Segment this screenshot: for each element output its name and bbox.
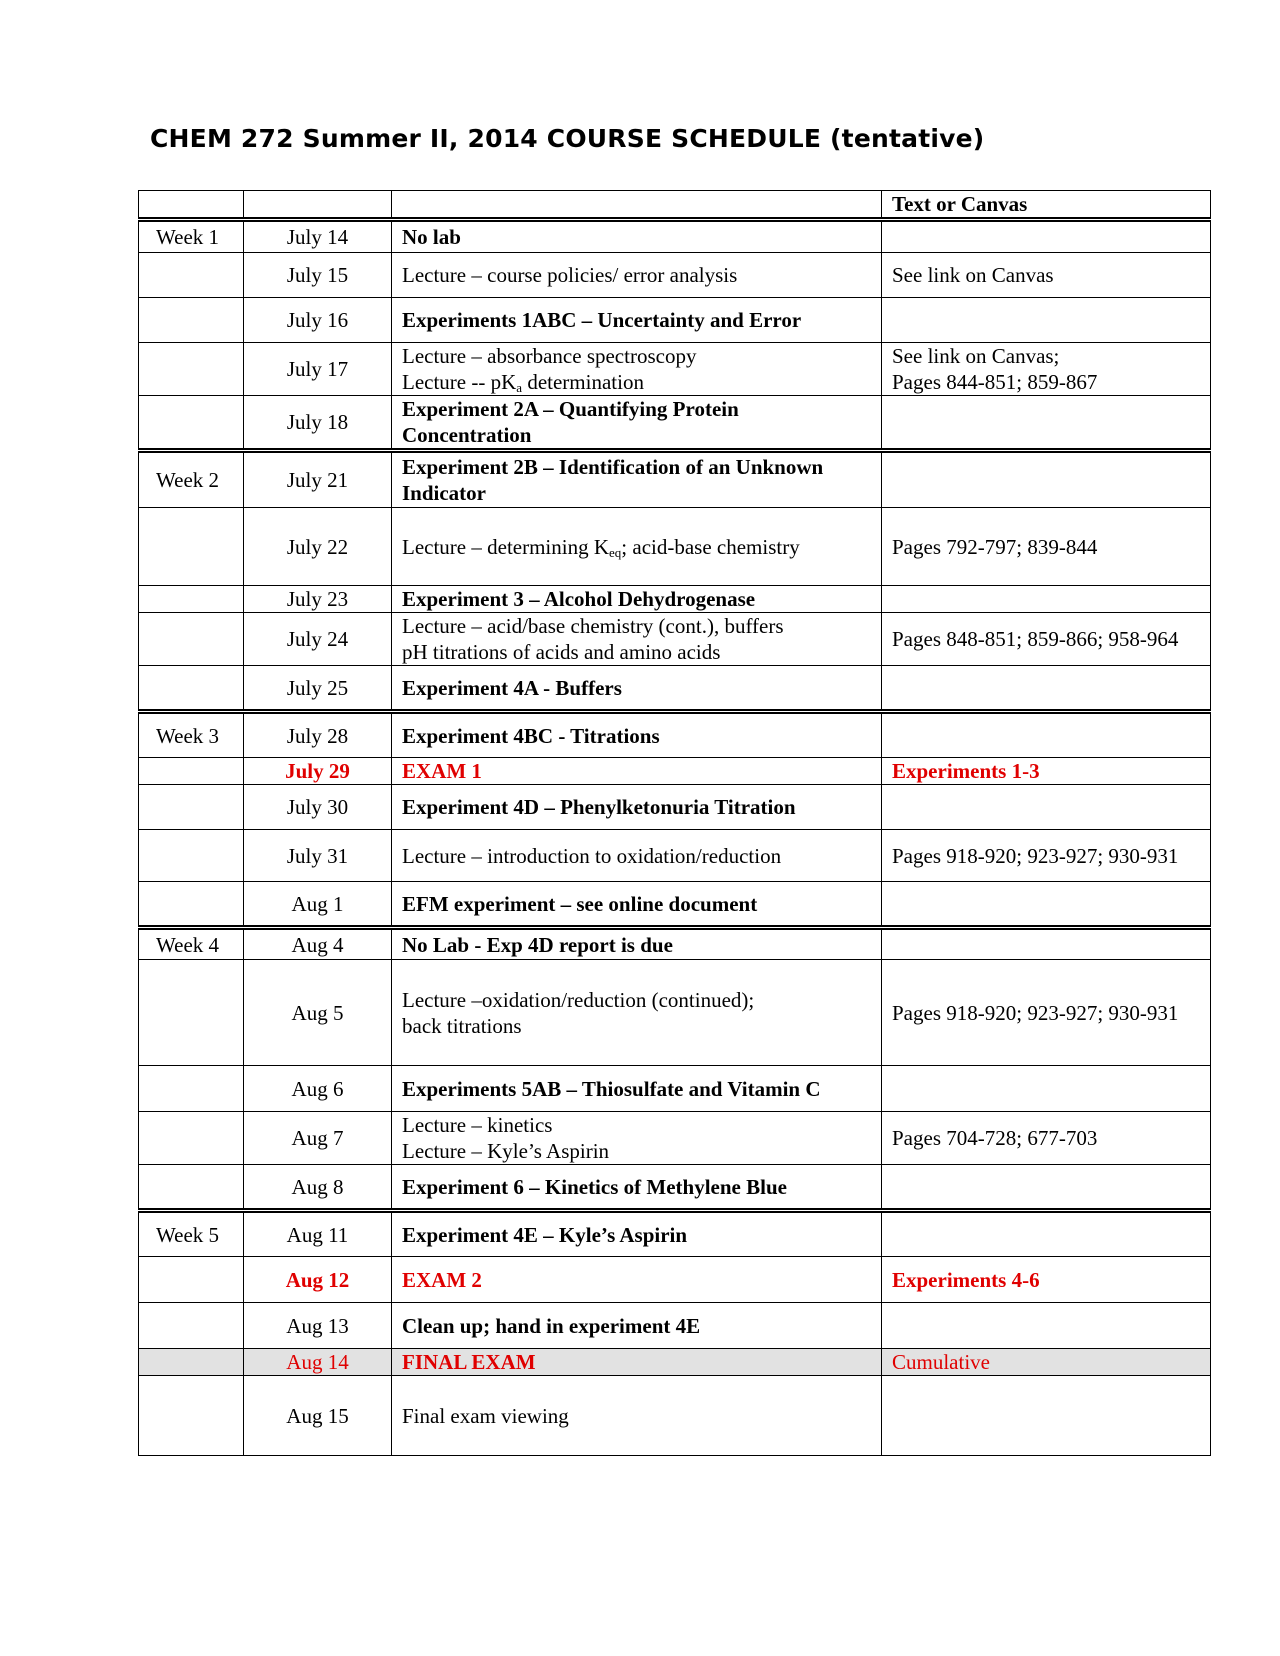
ref-cell <box>882 1165 1211 1211</box>
ref-cell: Pages 704-728; 677-703 <box>882 1112 1211 1165</box>
date-cell: July 14 <box>244 220 392 253</box>
table-row <box>139 1112 1211 1165</box>
activity-cell: Experiments 5AB – Thiosulfate and Vitamin C <box>392 1066 882 1112</box>
date-cell: July 16 <box>244 298 392 343</box>
week-cell: Week 3 <box>139 712 244 758</box>
activity-line: Lecture – acid/base chemistry (cont.), buffers <box>402 614 784 638</box>
ref-cell <box>882 928 1211 960</box>
table-row <box>139 298 1211 343</box>
week-cell <box>139 396 244 451</box>
activity-cell: Final exam viewing <box>392 1376 882 1456</box>
table-row <box>139 586 1211 613</box>
week-cell <box>139 1066 244 1112</box>
activity-cell: Experiment 2A – Quantifying Protein Concentration <box>392 396 882 451</box>
week-cell <box>139 758 244 785</box>
activity-cell <box>392 613 882 666</box>
table-row <box>139 343 1211 396</box>
activity-cell: Experiment 4BC - Titrations <box>392 712 882 758</box>
date-cell: July 25 <box>244 666 392 712</box>
activity-cell: Experiment 6 – Kinetics of Methylene Blue <box>392 1165 882 1211</box>
date-cell: Aug 13 <box>244 1303 392 1349</box>
ref-cell <box>882 1066 1211 1112</box>
table-row <box>139 451 1211 508</box>
activity-cell: Lecture – course policies/ error analysis <box>392 253 882 298</box>
date-cell: July 30 <box>244 785 392 830</box>
week-cell <box>139 830 244 882</box>
subscript: a <box>516 380 523 395</box>
week-cell <box>139 1376 244 1456</box>
week-cell <box>139 785 244 830</box>
activity-cell <box>392 1112 882 1165</box>
table-row <box>139 1303 1211 1349</box>
week-cell: Week 1 <box>139 220 244 253</box>
week-cell <box>139 1303 244 1349</box>
date-cell: July 15 <box>244 253 392 298</box>
activity-cell: EXAM 1 <box>392 758 882 785</box>
date-cell: July 22 <box>244 508 392 586</box>
date-cell: Aug 15 <box>244 1376 392 1456</box>
week-cell <box>139 253 244 298</box>
table-row <box>139 1257 1211 1303</box>
date-cell: July 18 <box>244 396 392 451</box>
ref-cell <box>882 396 1211 451</box>
activity-line: pH titrations of acids and amino acids <box>402 640 721 664</box>
ref-cell <box>882 712 1211 758</box>
activity-cell <box>392 960 882 1066</box>
table-row <box>139 508 1211 586</box>
activity-text: Lecture -- pK <box>402 370 517 394</box>
date-cell: July 24 <box>244 613 392 666</box>
table-row <box>139 1066 1211 1112</box>
date-cell: Aug 8 <box>244 1165 392 1211</box>
date-cell: Aug 5 <box>244 960 392 1066</box>
activity-text: ; acid-base chemistry <box>621 534 800 559</box>
ref-cell <box>882 1211 1211 1257</box>
ref-cell <box>882 882 1211 928</box>
table-row <box>139 396 1211 451</box>
header-ref-cell: Text or Canvas <box>882 191 1211 220</box>
course-schedule-table <box>138 190 1211 1456</box>
header-date-cell <box>244 191 392 220</box>
table-row <box>139 253 1211 298</box>
date-cell: July 23 <box>244 586 392 613</box>
date-cell: July 31 <box>244 830 392 882</box>
table-row <box>139 220 1211 253</box>
activity-cell <box>392 343 882 396</box>
ref-cell <box>882 1303 1211 1349</box>
activity-cell: Lecture – introduction to oxidation/reduction <box>392 830 882 882</box>
date-cell: Aug 14 <box>244 1349 392 1376</box>
week-cell <box>139 343 244 396</box>
table-row <box>139 758 1211 785</box>
table-row <box>139 1376 1211 1456</box>
week-cell <box>139 666 244 712</box>
ref-cell: Pages 792-797; 839-844 <box>882 508 1211 586</box>
table-row <box>139 613 1211 666</box>
date-cell: Aug 12 <box>244 1257 392 1303</box>
activity-cell <box>392 508 882 586</box>
ref-cell: Experiments 1-3 <box>882 758 1211 785</box>
table-header-row <box>139 191 1211 220</box>
week-cell: Week 5 <box>139 1211 244 1257</box>
activity-line: back titrations <box>402 1013 522 1038</box>
week-cell <box>139 508 244 586</box>
ref-cell <box>882 666 1211 712</box>
header-activity-cell <box>392 191 882 220</box>
ref-cell <box>882 586 1211 613</box>
week-cell <box>139 586 244 613</box>
week-cell <box>139 882 244 928</box>
table-row <box>139 1349 1211 1376</box>
ref-cell <box>882 220 1211 253</box>
activity-line: Lecture – Kyle’s Aspirin <box>402 1139 610 1163</box>
week-cell <box>139 1349 244 1376</box>
ref-cell <box>882 343 1211 396</box>
date-cell: Aug 1 <box>244 882 392 928</box>
week-cell: Week 4 <box>139 928 244 960</box>
table-row <box>139 712 1211 758</box>
header-week-cell <box>139 191 244 220</box>
activity-cell: Experiment 3 – Alcohol Dehydrogenase <box>392 586 882 613</box>
date-cell: Aug 6 <box>244 1066 392 1112</box>
activity-line <box>402 369 871 395</box>
ref-cell: Pages 918-920; 923-927; 930-931 <box>882 830 1211 882</box>
activity-text: Lecture – determining K <box>402 534 610 559</box>
ref-cell: Pages 848-851; 859-866; 958-964 <box>882 613 1211 666</box>
ref-cell: See link on Canvas <box>882 253 1211 298</box>
week-cell <box>139 613 244 666</box>
activity-cell: Experiment 4A - Buffers <box>392 666 882 712</box>
activity-cell: Experiment 4E – Kyle’s Aspirin <box>392 1211 882 1257</box>
date-cell: Aug 4 <box>244 928 392 960</box>
activity-line: Lecture –oxidation/reduction (continued); <box>402 987 755 1012</box>
activity-cell: EXAM 2 <box>392 1257 882 1303</box>
activity-cell: Experiment 2B – Identification of an Unknown Indicator <box>392 451 882 508</box>
activity-cell: EFM experiment – see online document <box>392 882 882 928</box>
ref-cell: Cumulative <box>882 1349 1211 1376</box>
date-cell: Aug 11 <box>244 1211 392 1257</box>
ref-cell: Experiments 4-6 <box>882 1257 1211 1303</box>
week-cell: Week 2 <box>139 451 244 508</box>
week-cell <box>139 298 244 343</box>
date-cell: July 28 <box>244 712 392 758</box>
activity-cell: Experiment 4D – Phenylketonuria Titration <box>392 785 882 830</box>
ref-cell <box>882 785 1211 830</box>
week-cell <box>139 960 244 1066</box>
table-row <box>139 1165 1211 1211</box>
subscript: eq <box>609 544 622 560</box>
activity-line: Lecture – absorbance spectroscopy <box>402 344 697 368</box>
page-title: CHEM 272 Summer II, 2014 COURSE SCHEDULE (tentative) <box>150 124 985 153</box>
table-row <box>139 928 1211 960</box>
ref-line: Pages 844-851; 859-867 <box>892 370 1098 394</box>
activity-cell: Clean up; hand in experiment 4E <box>392 1303 882 1349</box>
ref-cell <box>882 1376 1211 1456</box>
week-cell <box>139 1165 244 1211</box>
activity-cell: FINAL EXAM <box>392 1349 882 1376</box>
week-cell <box>139 1112 244 1165</box>
activity-line: Lecture – kinetics <box>402 1113 553 1137</box>
activity-cell: Experiments 1ABC – Uncertainty and Error <box>392 298 882 343</box>
date-cell: July 21 <box>244 451 392 508</box>
date-cell: July 17 <box>244 343 392 396</box>
activity-cell: No Lab - Exp 4D report is due <box>392 928 882 960</box>
table-row <box>139 960 1211 1066</box>
table-row <box>139 785 1211 830</box>
table-row <box>139 1211 1211 1257</box>
date-cell: July 29 <box>244 758 392 785</box>
activity-cell: No lab <box>392 220 882 253</box>
ref-cell: Pages 918-920; 923-927; 930-931 <box>882 960 1211 1066</box>
activity-text: determination <box>522 370 644 394</box>
table-row <box>139 830 1211 882</box>
table-row <box>139 882 1211 928</box>
week-cell <box>139 1257 244 1303</box>
ref-line: See link on Canvas; <box>892 344 1060 368</box>
ref-cell <box>882 451 1211 508</box>
table-row <box>139 666 1211 712</box>
ref-cell <box>882 298 1211 343</box>
date-cell: Aug 7 <box>244 1112 392 1165</box>
